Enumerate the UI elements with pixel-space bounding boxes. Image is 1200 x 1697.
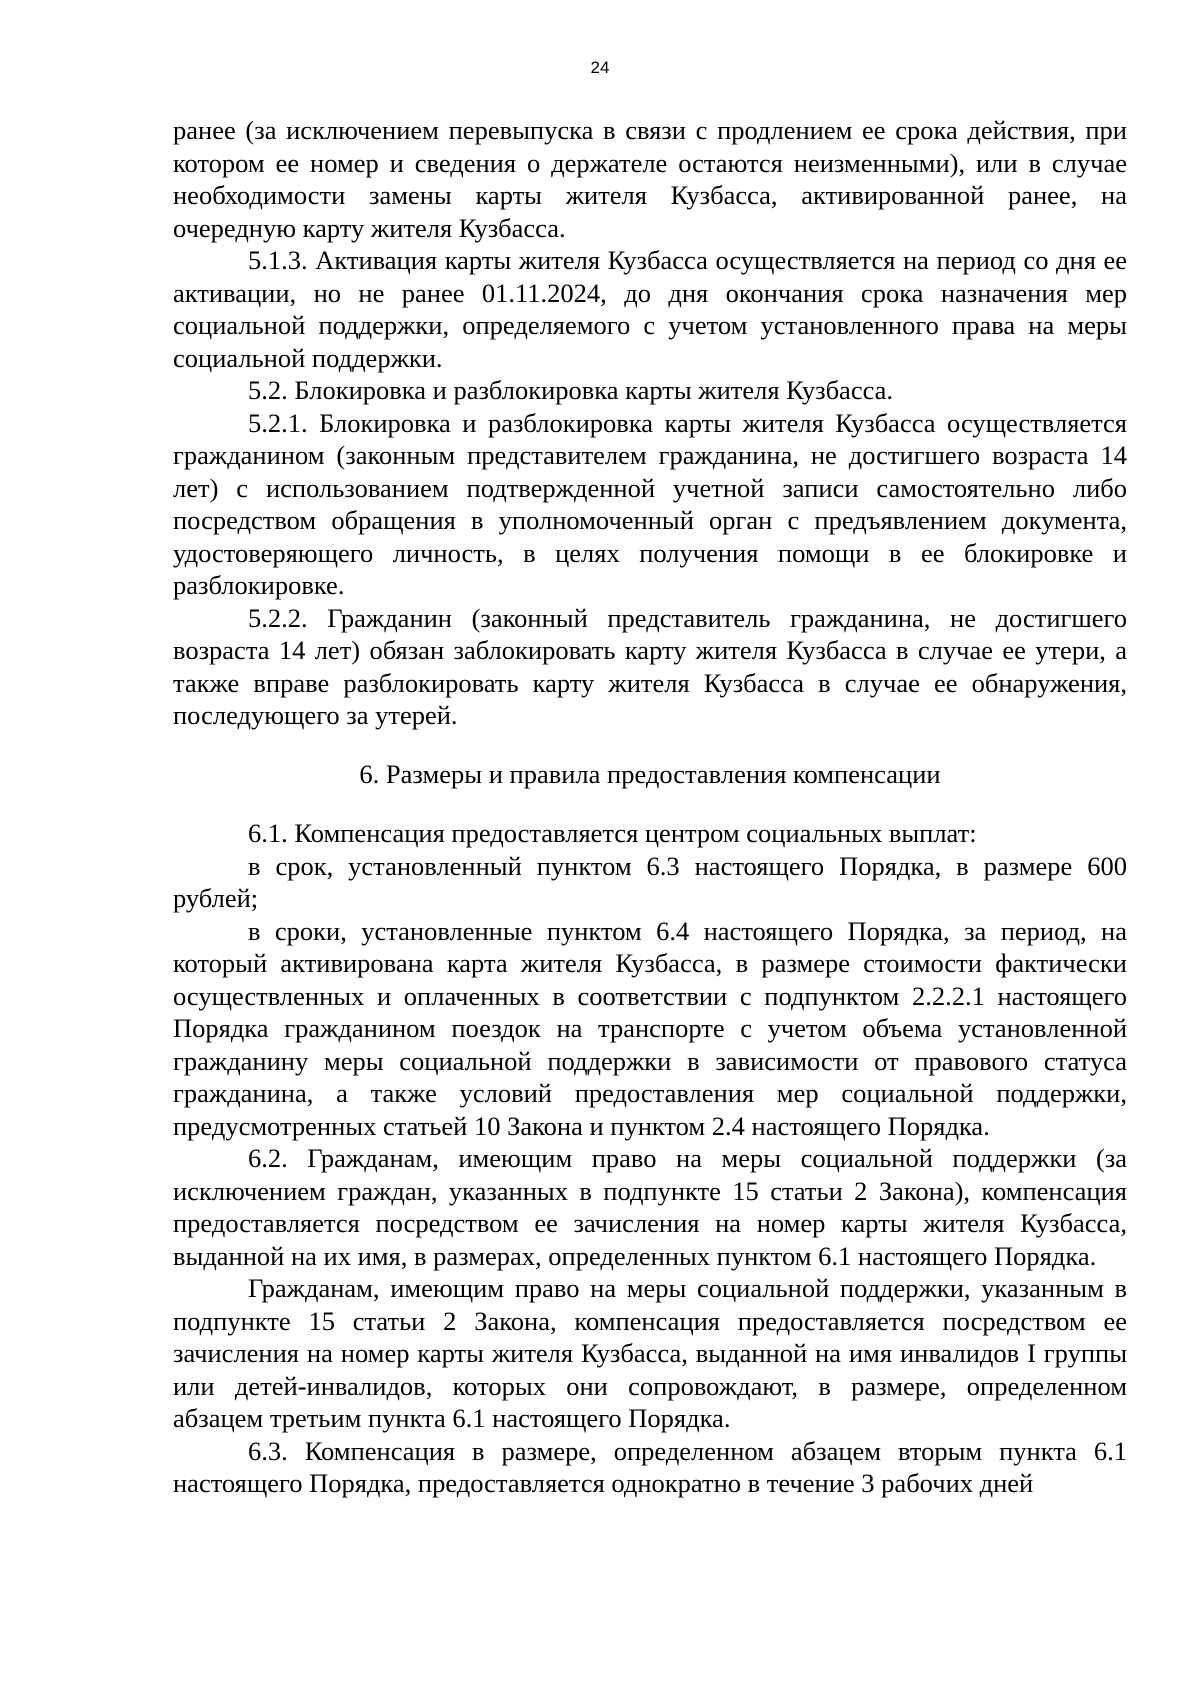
paragraph-6-2-second: Гражданам, имеющим право на меры социальной поддержки, указанным в подпункте 15 статьи 2 Закона, компенсация предоставляется посредством ее зачисления на номер карты жителя Кузбасса, выданной на имя инвалидов I группы или детей-инвалидов, которых они сопровождают, в размере, определенном абзацем третьим пункта 6.1 настоящего Порядка. bbox=[173, 1273, 1127, 1433]
paragraph-6-3: 6.3. Компенсация в размере, определенном абзацем вторым пункта 6.1 настоящего Порядка, предоставляется однократно в течение 3 рабочих дней bbox=[173, 1435, 1127, 1498]
document-body bbox=[173, 114, 1127, 1500]
paragraph-6-1-item-1: в срок, установленный пунктом 6.3 настоящего Порядка, в размере 600 рублей; bbox=[173, 850, 1127, 913]
paragraph-continuation: ранее (за исключением перевыпуска в связи с продлением ее срока действия, при котором ее номер и сведения о держателе остаются неизменными), или в случае необходимости замены карты жителя Кузбасса, активированной ранее, на очередную карту жителя Кузбасса. bbox=[173, 115, 1127, 243]
section-heading: 6. Размеры и правила предоставления компенсации bbox=[359, 758, 941, 789]
paragraph-6-1-item-2: в сроки, установленные пунктом 6.4 настоящего Порядка, за период, на который активирована карта жителя Кузбасса, в размере стоимости фактически осуществленных и оплаченных в соответствии с подпунктом 2.2.2.1 настоящего Порядка гражданином поездок на транспорте с учетом объема установленной гражданину меры социальной поддержки в зависимости от правового статуса гражданина, а также условий предоставления мер социальной поддержки, предусмотренных статьей 10 Закона и пунктом 2.4 настоящего Порядка. bbox=[173, 915, 1127, 1141]
page-number: 24 bbox=[590, 58, 610, 77]
paragraph-6-1: 6.1. Компенсация предоставляется центром социальных выплат: bbox=[248, 818, 977, 848]
paragraph-5-2: 5.2. Блокировка и разблокировка карты жителя Кузбасса. bbox=[248, 375, 894, 405]
paragraph-5-2-2: 5.2.2. Гражданин (законный представитель гражданина, не достигшего возраста 14 лет) обязан заблокировать карту жителя Кузбасса в случае ее утери, а также вправе разблокировать карту жителя Кузбасса в случае ее обнаружения, последующего за утерей. bbox=[173, 602, 1127, 730]
paragraph-5-1-3: 5.1.3. Активация карты жителя Кузбасса осуществляется на период со дня ее активации, но не ранее 01.11.2024, до дня окончания срока назначения мер социальной поддержки, определяемого с учетом установленного права на меры социальной поддержки. bbox=[173, 245, 1127, 373]
paragraph-6-2: 6.2. Гражданам, имеющим право на меры социальной поддержки (за исключением граждан, указанных в подпункте 15 статьи 2 Закона), компенсация предоставляется посредством ее зачисления на номер карты жителя Кузбасса, выданной на их имя, в размерах, определенных пунктом 6.1 настоящего Порядка. bbox=[173, 1143, 1127, 1271]
paragraph-5-2-1: 5.2.1. Блокировка и разблокировка карты жителя Кузбасса осуществляется гражданином (законным представителем гражданина, не достигшего возраста 14 лет) с использованием подтвержденной учетной записи самостоятельно либо посредством обращения в уполномоченный орган с предъявлением документа, удостоверяющего личность, в целях получения помощи в ее блокировке и разблокировке. bbox=[173, 407, 1127, 600]
